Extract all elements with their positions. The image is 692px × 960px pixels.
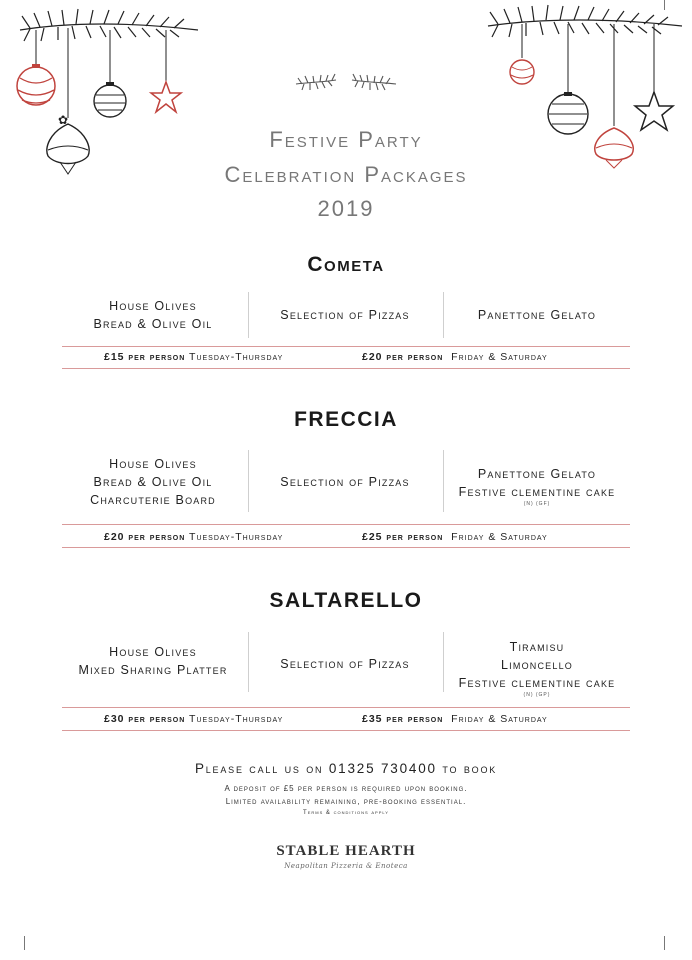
menu-item: House Olives bbox=[109, 457, 197, 471]
price-weekend bbox=[362, 713, 548, 725]
crop-mark bbox=[664, 0, 665, 10]
price-amount: £25 per person bbox=[362, 531, 444, 543]
christmas-decoration-left bbox=[0, 0, 210, 185]
package-col-desserts bbox=[446, 638, 628, 699]
column-divider bbox=[248, 450, 249, 512]
price-amount: £35 per person bbox=[362, 713, 444, 725]
menu-item: Bread & Olive Oil bbox=[93, 317, 213, 331]
title-year: 2019 bbox=[317, 196, 375, 221]
pine-branch-icon bbox=[20, 9, 198, 41]
column-divider bbox=[248, 632, 249, 692]
terms-note: Terms & conditions apply bbox=[303, 810, 389, 816]
menu-item: Bread & Olive Oil bbox=[93, 475, 213, 489]
price-weekend bbox=[362, 531, 548, 543]
booking-phone-text: Please call us on 01325 730400 to book bbox=[194, 761, 498, 776]
package-col-desserts bbox=[446, 465, 628, 508]
menu-item: Festive clementine cake bbox=[458, 485, 616, 499]
bauble-icon bbox=[94, 82, 126, 117]
star-ornament-icon bbox=[151, 82, 181, 112]
package-col-starters bbox=[62, 643, 244, 679]
column-divider bbox=[248, 292, 249, 338]
crop-mark bbox=[24, 936, 25, 950]
rule-top bbox=[62, 524, 630, 525]
package-name: FRECCIA bbox=[294, 408, 398, 431]
package-col-starters bbox=[62, 297, 244, 333]
price-days: Friday & Saturday bbox=[451, 713, 548, 725]
availability-note: Limited availability remaining, pre-booking essential. bbox=[225, 797, 467, 806]
bauble-icon bbox=[17, 64, 55, 105]
menu-item: Panettone Gelato bbox=[477, 467, 597, 481]
price-weekday bbox=[104, 713, 283, 725]
menu-item: Charcuterie Board bbox=[90, 493, 216, 507]
menu-item: Festive clementine cake bbox=[458, 676, 616, 690]
package-col-desserts bbox=[446, 306, 628, 324]
price-weekday bbox=[104, 351, 283, 363]
pine-branch-icon bbox=[488, 5, 682, 37]
crop-mark bbox=[664, 936, 665, 950]
column-divider bbox=[443, 632, 444, 692]
menu-item: Selection of Pizzas bbox=[280, 308, 410, 322]
price-days: Tuesday-Thursday bbox=[189, 351, 284, 363]
deposit-note: A deposit of £5 per person is required upon booking. bbox=[224, 784, 468, 793]
bauble-icon bbox=[510, 60, 534, 84]
price-amount: £15 per person bbox=[104, 351, 186, 363]
price-days: Friday & Saturday bbox=[451, 351, 548, 363]
menu-item: Tiramisu bbox=[509, 640, 565, 654]
column-divider bbox=[443, 292, 444, 338]
package-name: Cometa bbox=[307, 253, 385, 276]
rule-bottom bbox=[62, 368, 630, 369]
title-line-1: Festive Party bbox=[269, 127, 423, 152]
star-ornament-icon bbox=[635, 92, 673, 130]
price-amount: £30 per person bbox=[104, 713, 186, 725]
package-col-starters bbox=[62, 455, 244, 509]
dietary-note: (N) (GF) bbox=[523, 501, 551, 507]
price-days: Tuesday-Thursday bbox=[189, 713, 284, 725]
package-name: SALTARELLO bbox=[269, 589, 423, 612]
christmas-decoration-right bbox=[482, 0, 692, 185]
package-col-mains bbox=[250, 473, 440, 491]
menu-item: Selection of Pizzas bbox=[280, 475, 410, 489]
menu-item: House Olives bbox=[109, 299, 197, 313]
brand-logo: STABLE HEARTH bbox=[276, 843, 416, 859]
laurel-sprig-icon bbox=[292, 68, 402, 98]
price-amount: £20 per person bbox=[104, 531, 186, 543]
price-days: Friday & Saturday bbox=[451, 531, 548, 543]
price-amount: £20 per person bbox=[362, 351, 444, 363]
rule-top bbox=[62, 707, 630, 708]
menu-item: Panettone Gelato bbox=[477, 308, 597, 322]
rule-bottom bbox=[62, 547, 630, 548]
svg-text:✿: ✿ bbox=[58, 113, 69, 127]
price-weekend bbox=[362, 351, 548, 363]
price-weekday bbox=[104, 531, 283, 543]
title-line-2: Celebration Packages bbox=[224, 162, 468, 187]
brand-tagline: Neapolitan Pizzeria & Enoteca bbox=[284, 862, 408, 870]
package-col-mains bbox=[250, 306, 440, 324]
column-divider bbox=[443, 450, 444, 512]
menu-item: Limoncello bbox=[501, 658, 573, 672]
price-days: Tuesday-Thursday bbox=[189, 531, 284, 543]
rule-top bbox=[62, 346, 630, 347]
menu-item: Mixed Sharing Platter bbox=[78, 663, 228, 677]
menu-item: House Olives bbox=[109, 645, 197, 659]
rule-bottom bbox=[62, 730, 630, 731]
menu-item: Selection of Pizzas bbox=[280, 657, 410, 671]
package-col-mains bbox=[250, 655, 440, 673]
dietary-note: (N) (GP) bbox=[523, 692, 551, 698]
